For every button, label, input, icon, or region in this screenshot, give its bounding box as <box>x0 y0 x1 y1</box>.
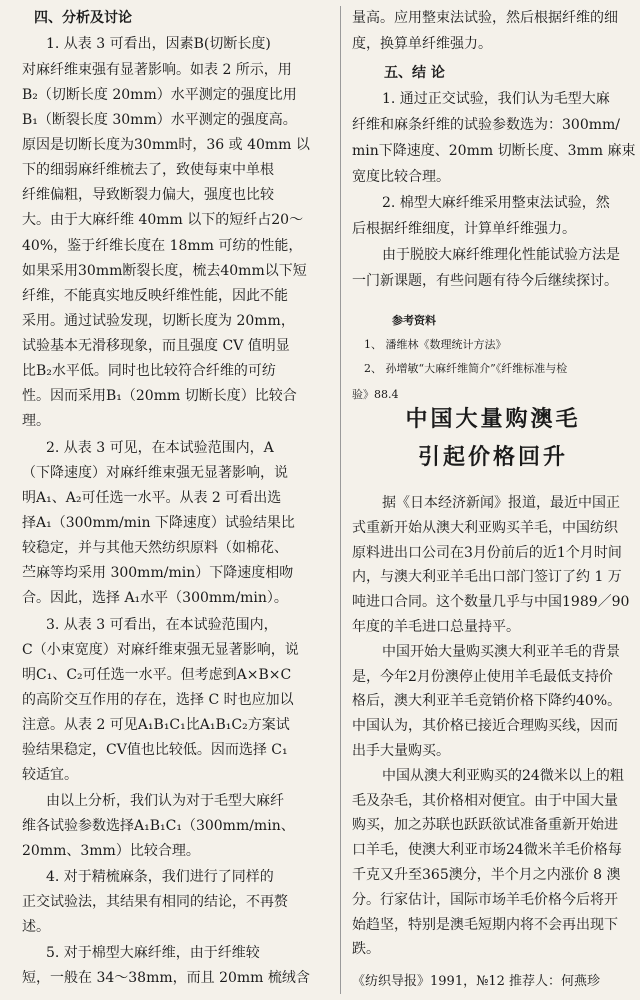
left-column-line: 20mm、3mm）比较合理。 <box>22 843 200 859</box>
left-column-line: 4. 对于精梳麻条，我们进行了同样的 <box>46 869 274 885</box>
left-column-line: 如果采用30mm断裂长度，梳去40mm以下短 <box>22 263 307 279</box>
article.body-line: 购买，加之苏联也跃跃欲试准备重新开始进 <box>352 817 618 833</box>
article.body-line: 内，与澳大利亚羊毛出口部门签订了约 1 万 <box>352 569 622 585</box>
left-column-line: 下的细弱麻纤维梳去了，致使每束中单根 <box>22 162 274 178</box>
left-column-line: 纤维，不能真实地反映纤维性能，因此不能 <box>22 288 288 304</box>
left-column-line: 比B₂水平低。同时也比较符合纤维的可纺 <box>22 363 276 379</box>
left-column-line: 对麻纤维束强有显著影响。如表 2 所示，用 <box>22 62 292 78</box>
left-column-line: 述。 <box>22 919 50 935</box>
right-top-line: 由于脱胶大麻纤维理化性能试验方法是 <box>382 247 620 263</box>
left-column-line: 验结果稳定，CV值也比较低。因而选择 C₁ <box>22 742 288 758</box>
article.body-line: 毛及杂毛，其价格相对便宜。由于中国大量 <box>352 793 618 809</box>
article.body-line: 千克又升至365澳分，半个月之内涨价 8 澳 <box>352 867 621 883</box>
column-divider <box>340 6 341 994</box>
left-column-line: 大。由于大麻纤维 40mm 以下的短纤占20～ <box>22 212 304 228</box>
references-heading: 参考资料 <box>392 314 436 327</box>
right-top-line: 纤维和麻条纤维的试验参数选为：300mm/ <box>352 117 620 133</box>
article.body-line: 是，今年2月份澳停止使用羊毛最低支持价 <box>352 669 613 685</box>
left-column-line: 短，一般在 34～38mm，而且 20mm 梳绒含 <box>22 970 310 986</box>
references.items-line: 验》88.4 <box>352 388 399 401</box>
right-top-line: 1. 通过正交试验，我们认为毛型大麻 <box>382 91 610 107</box>
left-column-line: 1. 从表 3 可看出，因素B(切断长度) <box>46 36 271 52</box>
right-top-line: 2. 棉型大麻纤维采用整束法试验，然 <box>382 195 610 211</box>
left-column-line: 采用。通过试验发现，切断长度为 20mm， <box>22 313 295 329</box>
article-title-line1: 中国大量购澳毛 <box>405 406 581 432</box>
left-column-line: B₂（切断长度 20mm）水平测定的强度比用 <box>22 87 297 103</box>
left-column-line: 5. 对于棉型大麻纤维，由于纤维较 <box>46 945 260 961</box>
article.body-line: 原料进出口公司在3月份前后的近1个月时间 <box>352 545 622 561</box>
article.body-line: 格后，澳大利亚羊毛竞销价格下降约40%。 <box>352 693 622 709</box>
left-column-line: 原因是切断长度为30mm时，36 或 40mm 以 <box>22 137 310 153</box>
left-column-line: 维各试验参数选择A₁B₁C₁（300mm/min、 <box>22 818 295 834</box>
left-column-line: 3. 从表 3 可看出，在本试验范围内， <box>46 617 278 633</box>
left-column-line: 较适宜。 <box>22 767 78 783</box>
article.body-line: 中国认为，其价格已接近合理购买线，因而 <box>352 718 618 734</box>
right-top-line: 量高。应用整束法试验，然后根据纤维的细 <box>352 10 618 26</box>
article.body-line: 式重新开始从澳大利亚购买羊毛，中国纺织 <box>352 520 618 536</box>
left-column-line: 由以上分析，我们认为对于毛型大麻纤 <box>46 793 284 809</box>
article.body-line: 吨进口合同。这个数量几乎与中国1989／90 <box>352 594 630 610</box>
left-column-line: 择A₁（300mm/min 下降速度）试验结果比 <box>22 515 295 531</box>
right-top-line: 五、结 论 <box>384 65 445 81</box>
left-column-line: 的高阶交互作用的存在，选择 C 时也应加以 <box>22 692 294 708</box>
left-column-line: B₁（断裂长度 30mm）水平测定的强度高。 <box>22 112 297 128</box>
article-title-line2: 引起价格回升 <box>417 444 568 470</box>
right-top-line: 度，换算单纤维强力。 <box>352 36 492 52</box>
article.body-line: 据《日本经济新闻》报道，最近中国正 <box>382 495 620 511</box>
article.body-line: 出手大量购买。 <box>352 743 450 759</box>
left-column-line: 纤维偏粗，导致断裂力偏大，强度也比较 <box>22 187 274 203</box>
right-top-line: 一门新课题，有些问题有待今后继续探讨。 <box>352 273 618 289</box>
left-column-line: 明A₁、A₂可任选一水平。从表 2 可看出选 <box>22 490 282 506</box>
article.body-line: 年度的羊毛进口总量持平。 <box>352 619 520 635</box>
article.body-line: 跌。 <box>352 941 380 957</box>
article.body-line: 口羊毛，使澳大利亚市场24微米羊毛价格每 <box>352 842 622 858</box>
left-column-line: （下降速度）对麻纤维束强无显著影响，说 <box>22 465 288 481</box>
left-column-line: 较稳定，并与其他天然纺织原料（如棉花、 <box>22 540 288 556</box>
right-top-line: 后根据纤维细度，计算单纤维强力。 <box>352 221 576 237</box>
left-column-line: 性。因而采用B₁（20mm 切断长度）比较合 <box>22 388 297 404</box>
left-column-line: 明C₁、C₂可任选一水平。但考虑到A×B×C <box>22 667 292 683</box>
left-column-line: C（小束宽度）对麻纤维束强无显著影响，说 <box>22 642 299 658</box>
references.items-line: 2、 孙增敏“大麻纤维简介”《纤维标准与检 <box>364 362 568 375</box>
article.body-line: 始趋坚，特别是澳毛短期内将不会再出现下 <box>352 917 618 933</box>
left-column-line: 2. 从表 3 可见，在本试验范围内，A <box>46 440 274 456</box>
left-column-line: 注意。从表 2 可见A₁B₁C₁比A₁B₁C₂方案试 <box>22 717 290 733</box>
article-source: 《纺织导报》1991，№12 推荐人：何燕珍 <box>352 974 601 989</box>
left-column-line: 理。 <box>22 413 50 429</box>
left-column-line: 试验基本无滑移现象，而且强度 CV 值明显 <box>22 338 290 354</box>
left-column-line: 合。因此，选择 A₁水平（300mm/min）。 <box>22 590 288 606</box>
article.body-line: 分。行家估计，国际市场羊毛价格今后将开 <box>352 892 618 908</box>
right-top-line: min下降速度、20mm 切断长度、3mm 麻束 <box>352 143 636 159</box>
left-column-line: 苎麻等均采用 300mm/min）下降速度相吻 <box>22 565 294 581</box>
left-column-line: 四、分析及讨论 <box>34 10 132 26</box>
left-column-line: 正交试验法，其结果有相同的结论，不再赘 <box>22 894 288 910</box>
article.body-line: 中国从澳大利亚购买的24微米以上的粗 <box>382 768 624 784</box>
references.items-line: 1、 潘维林《数理统计方法》 <box>364 338 507 351</box>
left-column-line: 40%，鉴于纤维长度在 18mm 可纺的性能， <box>22 238 303 254</box>
article.body-line: 中国开始大量购买澳大利亚羊毛的背景 <box>382 644 620 660</box>
right-top-line: 宽度比较合理。 <box>352 169 450 185</box>
